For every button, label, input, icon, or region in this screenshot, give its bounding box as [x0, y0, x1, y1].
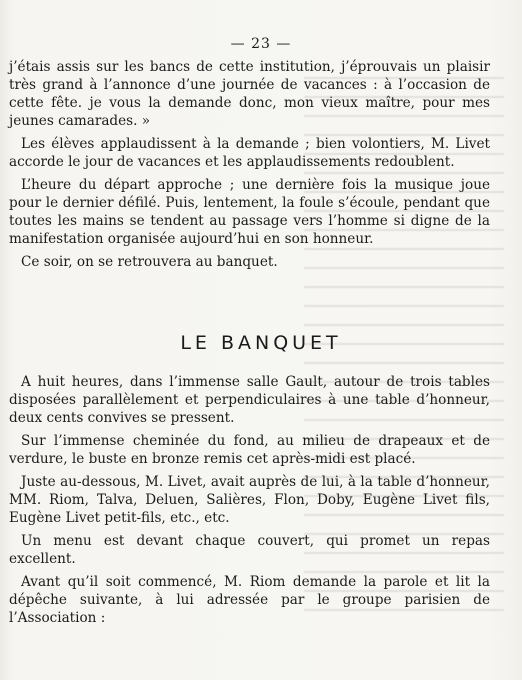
paragraph: Avant qu’il soit commencé, M. Riom demande la parole et lit la dépêche suivante, à lui adressée par le groupe parisien de l’Association :: [9, 574, 490, 626]
text-block-bottom: [9, 373, 490, 627]
paragraph: A huit heures, dans l’immense salle Gault, autour de trois tables disposées parallèlement et perpendiculaires à une table d’honneur, deux cents convives se pressent.: [9, 374, 490, 426]
paragraph: j’étais assis sur les bancs de cette institution, j’éprouvais un plaisir très grand à l’annonce d’une journée de vacances : à l’occasion de cette fête. je vous la demande donc, mon vieux maître, pour mes jeunes camarades. »: [9, 59, 490, 129]
section-heading: LE BANQUET: [180, 332, 342, 354]
paragraph: Juste au-dessous, M. Livet, avait auprès de lui, à la table d’honneur, MM. Riom, Talva, Deluen, Salières, Flon, Doby, Eugène Livet fils, Eugène Livet petit-fils, etc., etc.: [9, 474, 490, 526]
paragraph: Un menu est devant chaque couvert, qui promet un repas excellent.: [9, 533, 490, 567]
text-block-top: [9, 58, 490, 271]
paragraph: Les élèves applaudissent à la demande ; bien volontiers, M. Livet accorde le jour de vacances et les applaudissements redoublent.: [9, 136, 490, 170]
paragraph: Sur l’immense cheminée du fond, au milieu de drapeaux et de verdure, le buste en bronze remis cet après-midi est placé.: [9, 433, 490, 467]
page-number: — 23 —: [230, 36, 292, 52]
paragraph: Ce soir, on se retrouvera au banquet.: [21, 254, 278, 270]
paragraph: L’heure du départ approche ; une dernière fois la musique joue pour le dernier défilé. Puis, lentement, la foule s’écoule, pendant que toutes les mains se tendent au passage vers l’homme si digne de la manifestation organisée aujourd’hui en son honneur.: [9, 177, 490, 247]
